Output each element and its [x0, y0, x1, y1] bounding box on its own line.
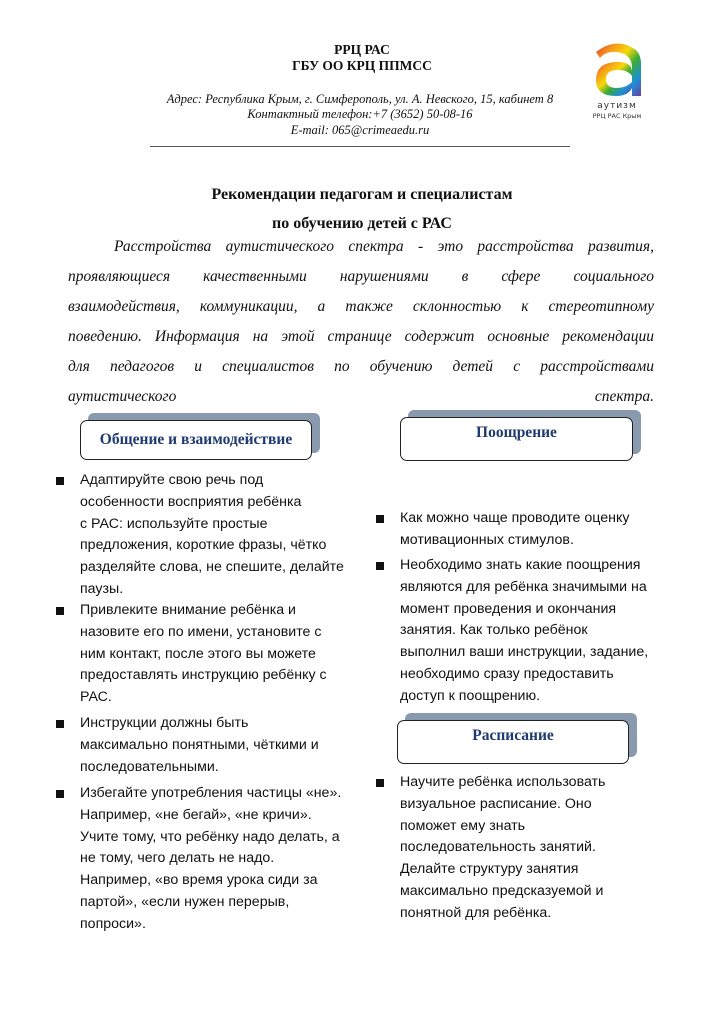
list-item-line: максимально предсказуемой и — [400, 882, 604, 899]
list-item-line: Например, «во время урока сиди за — [80, 872, 318, 889]
bullet-square-icon — [56, 790, 64, 798]
list-item-line: назовите его по имени, установите с — [80, 623, 322, 640]
bullet-square-icon — [376, 779, 384, 787]
page-title-line2: по обучению детей с РАС — [272, 215, 452, 232]
section-title: Поощрение — [476, 424, 557, 441]
logo-word: аутизм — [597, 101, 637, 111]
bullet-square-icon — [376, 515, 384, 523]
logo-subtitle: РРЦ РАС Крым — [592, 112, 642, 120]
list-item-line: Адаптируйте свою речь под — [80, 472, 264, 488]
intro-line: взаимодействия, коммуникации, а также склонностью к стереотипному — [68, 298, 654, 315]
list-item-line: Учите тому, что ребёнку надо делать, а — [80, 828, 340, 845]
intro-line: для педагогов и специалистов по обучению детей с расстройствами — [68, 358, 654, 375]
list-item-line: особенности восприятия ребёнка — [80, 493, 302, 510]
list-item-line: максимально понятными, чёткими и — [80, 736, 319, 753]
email-line: E-mail: 065@crimeaedu.ru — [290, 123, 430, 137]
header-divider — [150, 146, 570, 147]
list-item-line: Например, «не бегай», «не кричи». — [80, 806, 312, 823]
list-item-line: с РАС: используйте простые — [80, 515, 268, 532]
bullet-square-icon — [56, 477, 64, 485]
list-item-line: предложения, короткие фразы, чётко — [80, 537, 327, 554]
list-item-line: не тому, чего делать не надо. — [80, 850, 275, 867]
intro-line: проявляющиеся качественными нарушениями в сфере социального — [68, 268, 654, 285]
intro-line: поведению. Информация на этой странице содержит основные рекомендации — [68, 328, 654, 345]
bullet-square-icon — [376, 562, 384, 570]
list-item-line: являются для ребёнка значимыми на — [400, 578, 647, 595]
list-item-line: РАС. — [80, 689, 112, 706]
list-item-line: занятия. Как только ребёнок — [400, 622, 588, 639]
bullet-square-icon — [56, 720, 64, 728]
section-title: Общение и взаимодействие — [99, 431, 293, 448]
list-item-line: Научите ребёнка использовать — [400, 774, 606, 790]
section-title: Расписание — [472, 727, 554, 744]
list-item-line: разделяйте слова, не спешите, делайте — [80, 559, 344, 576]
page-title-line1: Рекомендации педагогам и специалистам — [211, 186, 513, 203]
list-item-line: попроси». — [80, 915, 146, 932]
list-item-line: Избегайте употребления частицы «не». — [80, 785, 342, 801]
list-item-line: доступ к поощрению. — [400, 687, 541, 704]
intro-last-word-right: спектра. — [594, 388, 654, 405]
section-header-schedule — [397, 720, 629, 764]
list-item-line: последовательными. — [80, 758, 219, 775]
list-item-line: момент проведения и окончания — [400, 600, 617, 617]
phone-line: Контактный телефон:+7 (3652) 50-08-16 — [247, 107, 473, 121]
list-item-line: последовательность занятий. — [400, 839, 596, 856]
autism-logo-icon — [588, 38, 646, 98]
list-item-line: выполнил ваши инструкции, задание, — [400, 644, 649, 661]
intro-line: Расстройства аутистического спектра - это расстройства развития, — [114, 238, 654, 255]
section-header-encouragement — [400, 417, 633, 461]
list-item-line: партой», «если нужен перерыв, — [80, 893, 290, 910]
list-item-line: визуальное расписание. Оно — [400, 795, 592, 812]
list-item-line: Инструкции должны быть — [80, 715, 249, 731]
section-header-communication — [80, 420, 312, 460]
list-item-line: ним контакт, после этого вы можете — [80, 645, 316, 662]
bullet-square-icon — [56, 607, 64, 615]
org-name-line1: РРЦ РАС — [334, 42, 390, 57]
list-item-line: Привлеките внимание ребёнка и — [80, 602, 296, 618]
list-item-line: мотивационных стимулов. — [400, 531, 574, 548]
org-name-line2: ГБУ ОО КРЦ ППМСС — [292, 58, 432, 73]
list-item-line: Как можно чаще проводите оценку — [400, 510, 630, 526]
list-item-line: предоставлять инструкцию ребёнку с — [80, 667, 327, 684]
list-item-line: понятной для ребёнка. — [400, 904, 552, 921]
list-item-line: поможет ему знать — [400, 817, 526, 834]
list-item-line: Необходимо знать какие поощрения — [400, 557, 641, 573]
list-item-line: необходимо сразу предоставить — [400, 665, 614, 682]
address-line: Адрес: Республика Крым, г. Симферополь, ул. А. Невского, 15, кабинет 8 — [166, 92, 554, 106]
list-item-line: Делайте структуру занятия — [400, 861, 579, 878]
intro-last-word-left: аутистического — [68, 388, 177, 405]
list-item-line: паузы. — [80, 580, 124, 597]
